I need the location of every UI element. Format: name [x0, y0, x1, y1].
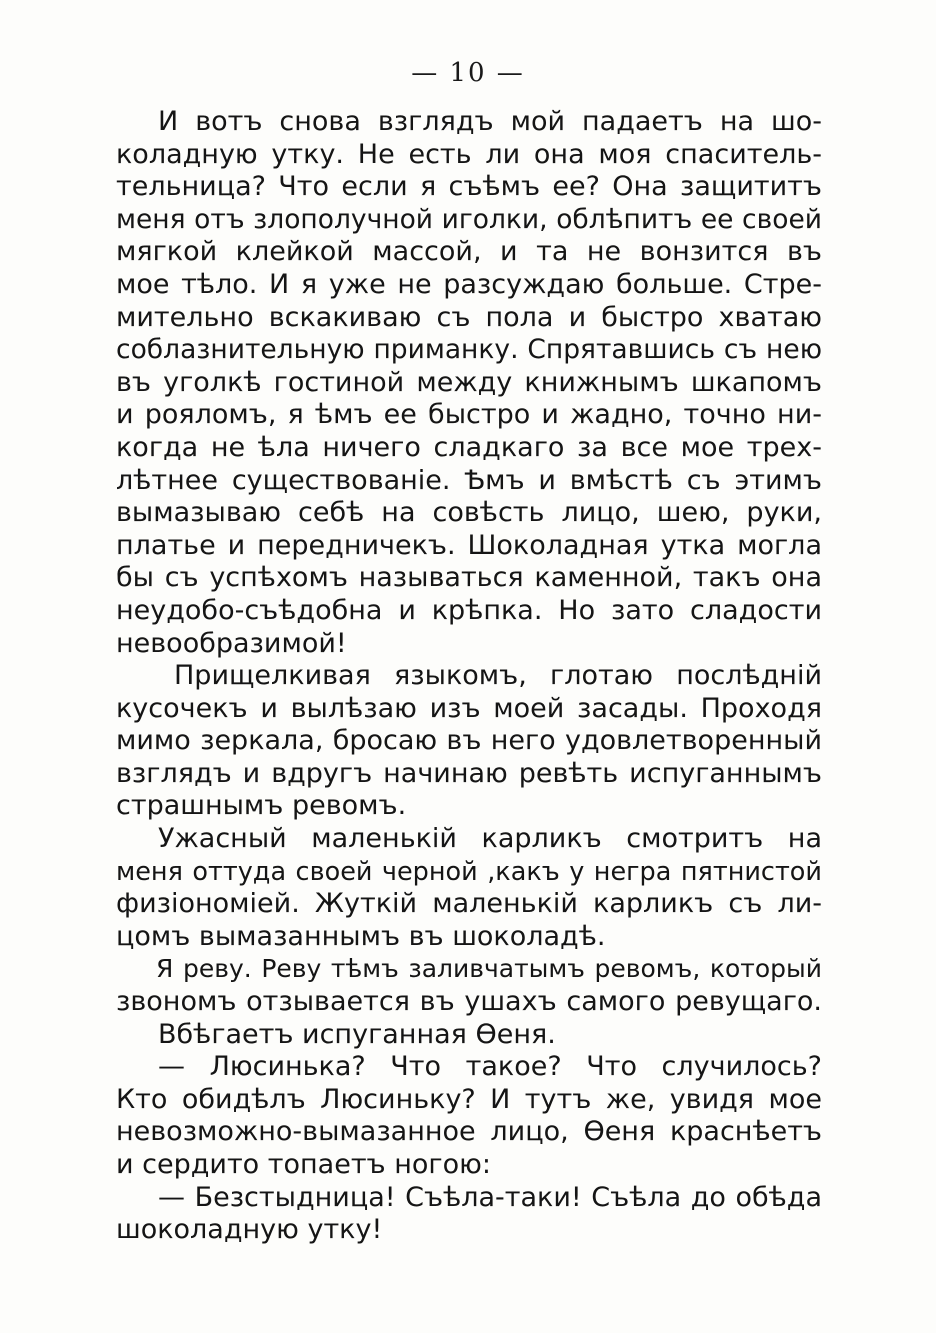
paragraph-4: [116, 953, 822, 1018]
text-line: вымазываю себѣ на совѣсть лицо, шею, руки,: [116, 497, 822, 529]
text-line: соблазнительную приманку. Спрятавшись съ нею: [116, 334, 822, 366]
text-line: страшнымъ ревомъ.: [116, 790, 407, 822]
text-line: Вбѣгаетъ испуганная Ѳеня.: [158, 1018, 556, 1050]
text-line: Ужасный маленькій карликъ смотритъ на: [158, 823, 822, 855]
paragraph-7: [116, 1182, 822, 1247]
text-line: коладную утку. Не есть ли она моя спаситель-: [116, 138, 822, 170]
text-line: — Люсинька? Что такое? Что случилось?: [158, 1051, 822, 1083]
text-line: мягкой клейкой массой, и та не вонзится въ: [116, 236, 822, 268]
text-line: Кто обидѣлъ Люсиньку? И тутъ же, увидя мое: [116, 1083, 822, 1115]
text-line: когда не ѣла ничего сладкаго за все мое трех-: [116, 431, 822, 463]
text-line: И вотъ снова взглядъ мой падаетъ на шо-: [158, 106, 822, 137]
paragraph-6: [116, 1051, 822, 1181]
text-line: цомъ вымазаннымъ въ шоколадѣ.: [116, 920, 606, 952]
text-line: Я реву. Реву тѣмъ заливчатымъ ревомъ, который: [156, 954, 822, 984]
text-line: шоколадную утку!: [116, 1214, 383, 1246]
text-line: звономъ отзывается въ ушахъ самого ревущаго.: [116, 986, 822, 1018]
paragraph-3: [116, 823, 822, 953]
text-line: бы съ успѣхомъ называться каменной, такъ она: [116, 562, 822, 594]
text-line: мое тѣло. И я уже не разсуждаю больше. Стре-: [116, 268, 822, 300]
page-number: — 10 —: [411, 58, 525, 88]
text-line: взглядъ и вдругъ начинаю ревѣть испуганнымъ: [116, 757, 822, 789]
text-line: — Безстыдница! Съѣла-таки! Съѣла до обѣда: [158, 1181, 822, 1213]
text-line: платье и передничекъ. Шоколадная утка могла: [116, 529, 822, 561]
paragraph-2: [116, 660, 822, 823]
text-line: Прищелкивая языкомъ, глотаю послѣдній: [174, 660, 822, 692]
text-line: меня отъ злополучной иголки, облѣпитъ ее своей: [116, 203, 822, 235]
paragraph-5: [116, 1019, 822, 1052]
text-line: кусочекъ и вылѣзаю изъ моей засады. Проходя: [116, 692, 822, 724]
text-line: и сердито топаетъ ногою:: [116, 1149, 491, 1180]
text-line: невообразимой!: [116, 627, 347, 659]
text-line: и рояломъ, я ѣмъ ее быстро и жадно, точно ни-: [116, 399, 822, 431]
text-line: въ уголкѣ гостиной между книжнымъ шкапомъ: [116, 366, 822, 398]
text-line: мительно вскакиваю съ пола и быстро хватаю: [116, 301, 822, 333]
text-line: меня оттуда своей черной ,какъ у негра пятнистой: [116, 856, 822, 887]
text-line: невозможно-вымазанное лицо, Ѳеня краснѣетъ: [116, 1116, 822, 1148]
text-line: лѣтнее существованіе. Ѣмъ и вмѣстѣ съ этимъ: [116, 464, 822, 496]
text-line: тельница? Что если я съѣмъ ее? Она защититъ: [116, 171, 822, 203]
text-line: неудобо-съѣдобна и крѣпка. Но зато сладости: [116, 594, 822, 626]
paragraph-1: [116, 106, 822, 660]
page-text: [116, 106, 822, 1247]
text-line: мимо зеркала, бросаю въ него удовлетворенный: [116, 725, 822, 757]
text-line: физіономіей. Жуткій маленькій карликъ съ ли-: [116, 888, 822, 920]
